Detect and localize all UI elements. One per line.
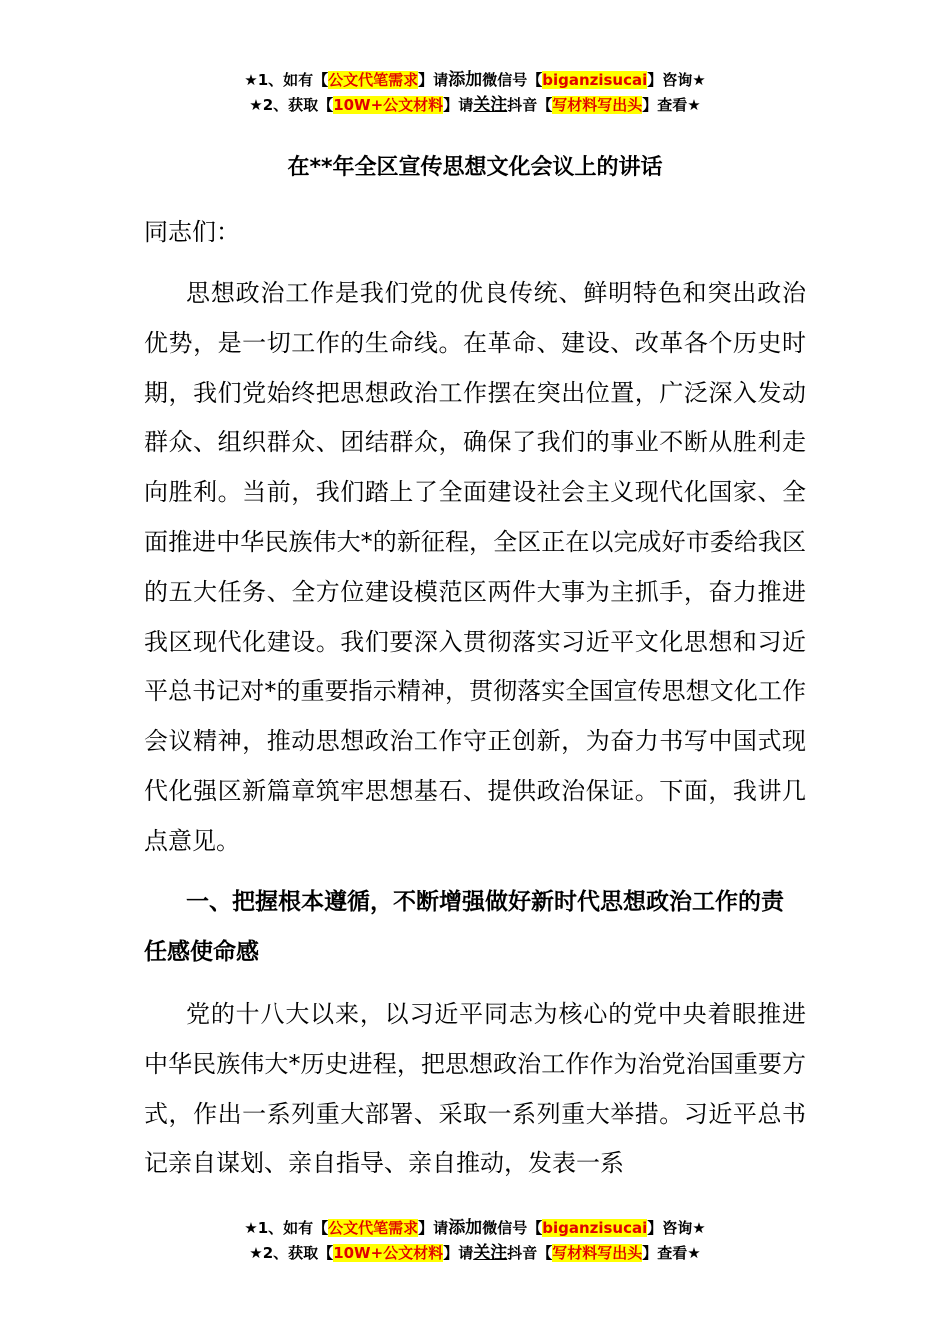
document-title: 在**年全区宣传思想文化会议上的讲话 [287,155,663,180]
banner-emphasis: 添加 [448,1218,483,1238]
banner-text: 】查看★ [642,96,701,114]
banner-highlight: 公文代笔需求 [328,71,419,89]
banner-text: 】请 [443,1244,474,1262]
banner-emphasis: 添加 [448,70,483,90]
banner-text: ★2、获取【 [249,96,334,114]
banner-text: 】请 [418,71,449,89]
body-paragraph-2: 党的十八大以来，以习近平同志为核心的党中央着眼推进中华民族伟大*历史进程，把思想政治工作作为治党治国重要方式，作出一系列重大部署、采取一系列重大举措。习近平总书记亲自谋划、亲自指导、亲自推动，发表一系 [144,1000,806,1178]
banner-highlight: 公文代笔需求 [328,1219,419,1237]
banner-text: 】咨询★ [647,71,706,89]
banner-text: ★1、如有【 [244,1219,329,1237]
banner-text: 抖音【 [507,96,553,114]
banner-highlight-douyin: 写材料写出头 [552,1244,643,1262]
footer-banner [0,1216,950,1266]
banner-emphasis: 关注 [473,95,508,115]
banner-text: 】咨询★ [647,1219,706,1237]
banner-text: ★1、如有【 [244,71,329,89]
banner-text: 微信号【 [482,1219,543,1237]
banner-text: 微信号【 [482,71,543,89]
header-banner [0,68,950,118]
banner-text: 】查看★ [642,1244,701,1262]
banner-line-2 [0,1241,950,1266]
banner-text: 】请 [443,96,474,114]
banner-emphasis: 关注 [473,1243,508,1263]
banner-text: ★2、获取【 [249,1244,334,1262]
banner-highlight: 10W+公文材料 [333,96,444,114]
banner-highlight-wechat: biganzisucai [542,71,648,89]
section-heading-1: 一、把握根本遵循，不断增强做好新时代思想政治工作的责任感使命感 [144,889,784,965]
banner-line-1 [0,68,950,93]
banner-text: 抖音【 [507,1244,553,1262]
banner-highlight: 10W+公文材料 [333,1244,444,1262]
banner-highlight-wechat: biganzisucai [542,1219,648,1237]
banner-highlight-douyin: 写材料写出头 [552,96,643,114]
body-paragraph-1: 思想政治工作是我们党的优良传统、鲜明特色和突出政治优势，是一切工作的生命线。在革命、建设、改革各个历史时期，我们党始终把思想政治工作摆在突出位置，广泛深入发动群众、组织群众、团结群众，确保了我们的事业不断从胜利走向胜利。当前，我们踏上了全面建设社会主义现代化国家、全面推进中华民族伟大*的新征程，全区正在以完成好市委给我区的五大任务、全方位建设模范区两件大事为主抓手，奋力推进我区现代化建设。我们要深入贯彻落实习近平文化思想和习近平总书记对*的重要指示精神，贯彻落实全国宣传思想文化工作会议精神，推动思想政治工作守正创新，为奋力书写中国式现代化强区新篇章筑牢思想基石、提供政治保证。下面，我讲几点意见。 [144,279,806,855]
banner-line-2 [0,93,950,118]
salutation: 同志们： [144,218,240,246]
banner-text: 】请 [418,1219,449,1237]
banner-line-1 [0,1216,950,1241]
